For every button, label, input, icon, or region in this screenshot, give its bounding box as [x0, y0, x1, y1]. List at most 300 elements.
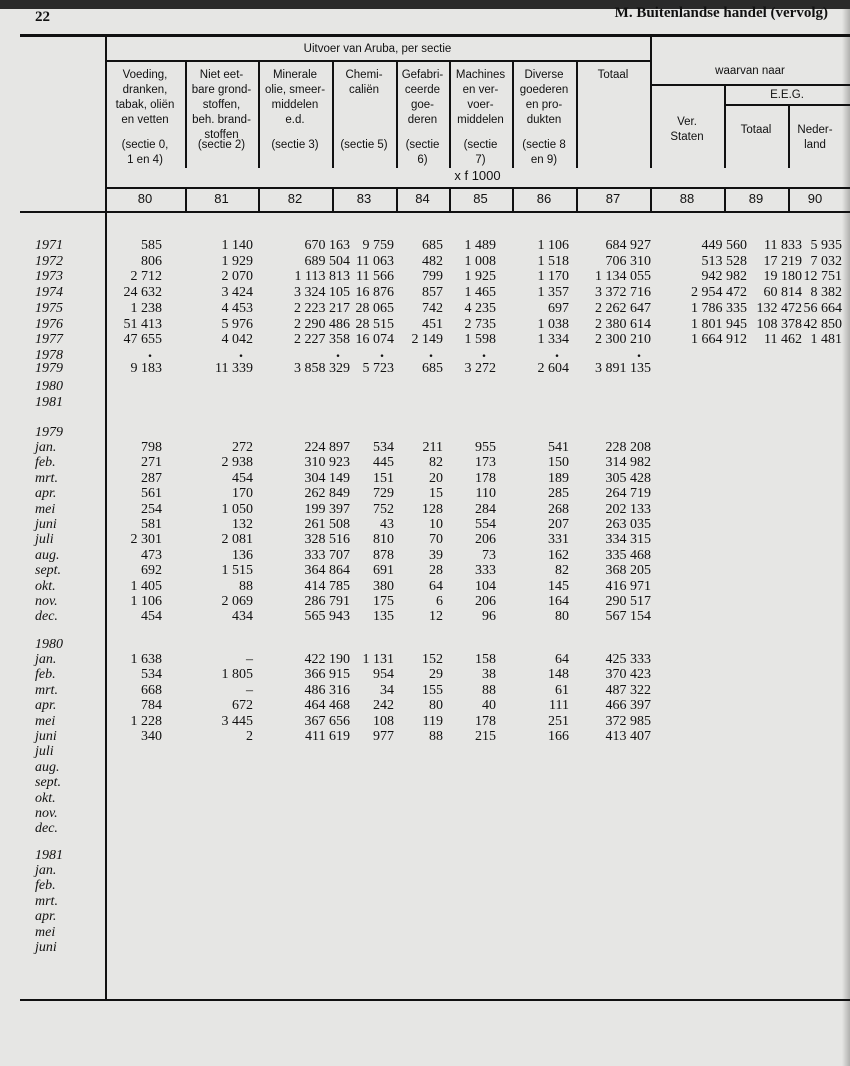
cell-value: 80 — [429, 698, 443, 714]
cell-value: 9 183 — [130, 360, 162, 376]
cell-value: 4 235 — [464, 300, 496, 316]
column-header-label: Neder- land — [797, 124, 833, 151]
row-label: mrt. — [35, 682, 58, 698]
cell-value: 742 — [422, 300, 443, 316]
cell-value: 729 — [373, 486, 394, 502]
cell-value: 110 — [475, 486, 496, 502]
cell-value: 202 133 — [605, 501, 651, 517]
cell-value: 1 106 — [130, 594, 162, 609]
cell-value: 1 170 — [537, 269, 569, 285]
row-label: 1977 — [35, 332, 63, 348]
cell-value: 28 — [429, 563, 443, 579]
cell-value: 422 190 — [304, 652, 350, 667]
column-header-label: Voeding, dranken, tabak, oliën en vetten — [115, 69, 175, 126]
cell-value: 454 — [141, 609, 162, 625]
column-code: 82 — [287, 191, 303, 206]
row-label: 1975 — [35, 300, 63, 316]
row-label: 1979 — [35, 360, 63, 376]
cell-value: 2 223 217 — [294, 300, 350, 316]
column-header-label: Ver. Staten — [670, 116, 704, 143]
cell-value: 9 759 — [362, 238, 394, 253]
cell-value: 1 805 — [221, 667, 253, 683]
row-label: jan. — [35, 440, 57, 455]
cell-value: 1 050 — [221, 501, 253, 517]
cell-value: 380 — [373, 578, 394, 594]
cell-value: 285 — [548, 486, 569, 502]
cell-value: 2 300 210 — [595, 332, 651, 348]
column-header-label: Machines en ver- voer- middelen — [455, 69, 506, 126]
cell-value: 2 227 358 — [294, 332, 350, 348]
cell-value: 366 915 — [304, 667, 350, 683]
cell-value: 251 — [548, 713, 569, 729]
cell-value: 454 — [232, 470, 253, 486]
cell-value: 534 — [141, 667, 162, 683]
eeg-rule — [724, 104, 850, 106]
cell-value: 148 — [548, 667, 569, 683]
row-label: mei — [35, 713, 56, 729]
cell-value: 1 134 055 — [595, 269, 651, 285]
row-label: apr. — [35, 486, 57, 502]
column-header-label: Minerale olie, smeer- middelen e.d. — [264, 69, 326, 126]
cell-value: 82 — [429, 455, 443, 471]
cell-value: 3 891 135 — [595, 360, 651, 376]
cell-value: 799 — [422, 269, 443, 285]
cell-value: 173 — [475, 455, 496, 471]
cell-value: 1 929 — [221, 253, 253, 269]
cell-value: 1 334 — [537, 332, 569, 348]
cell-value: 857 — [422, 285, 443, 301]
cell-value: 15 — [429, 486, 443, 502]
cell-value: 333 — [475, 563, 496, 579]
cell-value: 585 — [141, 238, 162, 253]
row-label: mrt. — [35, 893, 58, 909]
title-rule — [105, 60, 650, 62]
cell-value: 434 — [232, 609, 253, 625]
cell-value: 166 — [548, 729, 569, 744]
cell-value: 697 — [548, 300, 569, 316]
cell-value: 1 140 — [221, 238, 253, 253]
column-header-label: Chemi- caliën — [345, 69, 383, 96]
not-available-dot: . — [482, 343, 486, 361]
cell-value: 333 707 — [304, 547, 350, 563]
cell-value: 284 — [475, 501, 496, 517]
row-label: 1981 — [35, 395, 63, 410]
cell-value: 567 154 — [605, 609, 651, 625]
cell-value: 335 468 — [605, 547, 651, 563]
cell-value: 1 925 — [464, 269, 496, 285]
row-label: apr. — [35, 698, 57, 714]
cell-value: 692 — [141, 563, 162, 579]
cell-value: 34 — [380, 682, 394, 698]
cell-value: 466 397 — [605, 698, 651, 714]
column-code: 81 — [214, 191, 229, 206]
row-label: 1974 — [35, 285, 63, 301]
cell-value: 5 976 — [221, 316, 253, 332]
cell-value: 189 — [548, 470, 569, 486]
cell-value: 128 — [422, 501, 443, 517]
cell-value: 1 405 — [130, 578, 162, 594]
year-heading: 1979 — [35, 425, 63, 440]
column-code: 88 — [679, 191, 695, 206]
cell-value: 10 — [429, 517, 443, 532]
cell-value: 271 — [141, 455, 162, 471]
cell-value: 5 935 — [810, 238, 842, 253]
cell-value: 206 — [475, 532, 496, 548]
cell-value: 1 515 — [221, 563, 253, 579]
cell-value: 119 — [422, 713, 443, 729]
column-code: 84 — [415, 191, 430, 206]
cell-value: – — [246, 682, 253, 698]
cell-value: 108 — [373, 713, 394, 729]
row-label: juli — [35, 532, 54, 548]
column-header-sectie: (sectie 8 en 9) — [522, 139, 566, 166]
cell-value: 132 — [232, 517, 253, 532]
row-label: okt. — [35, 790, 56, 806]
cell-value: 268 — [548, 501, 569, 517]
cell-value: 40 — [482, 698, 496, 714]
cell-value: 11 063 — [356, 253, 394, 269]
cell-value: 152 — [422, 652, 443, 667]
cell-value: 486 316 — [304, 682, 350, 698]
column-header-sectie: (sectie 0, 1 en 4) — [121, 139, 169, 166]
not-available-dot: . — [637, 343, 641, 361]
cell-value: 11 566 — [356, 269, 394, 285]
cell-value: 364 864 — [304, 563, 350, 579]
cell-value: 370 423 — [605, 667, 651, 683]
cell-value: 170 — [232, 486, 253, 502]
cell-value: 1 131 — [362, 652, 394, 667]
cell-value: 3 445 — [221, 713, 253, 729]
cell-value: 12 — [429, 609, 443, 625]
cell-value: 151 — [373, 470, 394, 486]
row-label: aug. — [35, 547, 60, 563]
column-header-label: Gefabri- ceerde goe- deren — [401, 69, 444, 126]
table-bottom-rule — [20, 999, 850, 1001]
cell-value: 445 — [373, 455, 394, 471]
cell-value: 684 927 — [605, 238, 651, 253]
cell-value: 20 — [429, 470, 443, 486]
cell-value: 38 — [482, 667, 496, 683]
row-label: dec. — [35, 821, 58, 837]
cell-value: 2 — [246, 729, 253, 744]
cell-value: 178 — [475, 470, 496, 486]
row-label: nov. — [35, 594, 58, 609]
cell-value: 2 301 — [130, 532, 162, 548]
cell-value: 3 424 — [221, 285, 253, 301]
row-label: 1978 — [35, 347, 63, 363]
cell-value: 1 008 — [464, 253, 496, 269]
cell-value: 304 149 — [304, 470, 350, 486]
cell-value: 7 032 — [810, 253, 842, 269]
cell-value: 264 719 — [605, 486, 651, 502]
cell-value: 162 — [548, 547, 569, 563]
cell-value: 955 — [475, 440, 496, 455]
cell-value: 1 465 — [464, 285, 496, 301]
cell-value: 5 723 — [362, 360, 394, 376]
row-label: jan. — [35, 652, 57, 667]
cell-value: 565 943 — [304, 609, 350, 625]
cell-value: 150 — [548, 455, 569, 471]
cell-value: 752 — [373, 501, 394, 517]
code-bottom-rule — [20, 211, 850, 213]
cell-value: 263 035 — [605, 517, 651, 532]
cell-value: 70 — [429, 532, 443, 548]
cell-value: 367 656 — [304, 713, 350, 729]
cell-value: 878 — [373, 547, 394, 563]
cell-value: 2 380 614 — [595, 316, 651, 332]
cell-value: 425 333 — [605, 652, 651, 667]
cell-value: 1 664 912 — [691, 332, 747, 348]
table-title: Uitvoer van Aruba, per sectie — [303, 43, 452, 55]
cell-value: 368 205 — [605, 563, 651, 579]
cell-value: 43 — [380, 517, 394, 532]
cell-value: 414 785 — [304, 578, 350, 594]
cell-value: 8 382 — [810, 285, 842, 301]
column-code: 90 — [807, 191, 823, 206]
running-head: M. Buitenlandse handel (vervolg) — [614, 5, 828, 21]
cell-value: 706 310 — [605, 253, 651, 269]
cell-value: 6 — [436, 594, 443, 609]
cell-value: 287 — [141, 470, 162, 486]
not-available-dot: . — [148, 343, 152, 361]
row-label: feb. — [35, 878, 56, 894]
row-label: 1973 — [35, 269, 63, 285]
cell-value: 262 849 — [304, 486, 350, 502]
cell-value: 51 413 — [123, 316, 162, 332]
cell-value: 4 453 — [221, 300, 253, 316]
cell-value: 413 407 — [605, 729, 651, 744]
cell-value: 64 — [555, 652, 569, 667]
cell-value: 80 — [555, 609, 569, 625]
cell-value: 340 — [141, 729, 162, 744]
cell-value: 1 638 — [130, 652, 162, 667]
column-rule — [650, 35, 652, 168]
cell-value: 3 272 — [464, 360, 496, 376]
cell-value: 135 — [373, 609, 394, 625]
cell-value: 473 — [141, 547, 162, 563]
cell-value: 145 — [548, 578, 569, 594]
cell-value: 672 — [232, 698, 253, 714]
row-label: feb. — [35, 455, 56, 471]
cell-value: 334 315 — [605, 532, 651, 548]
cell-value: 1 786 335 — [691, 300, 747, 316]
cell-value: 178 — [475, 713, 496, 729]
row-label: mei — [35, 924, 56, 940]
column-code: 87 — [605, 191, 621, 206]
row-label: okt. — [35, 578, 56, 594]
cell-value: 487 322 — [605, 682, 651, 698]
row-label: aug. — [35, 759, 60, 775]
not-available-dot: . — [336, 343, 340, 361]
column-header-sectie: (sectie 7) — [463, 139, 498, 166]
cell-value: 88 — [429, 729, 443, 744]
cell-value: 47 655 — [123, 332, 162, 348]
cell-value: 272 — [232, 440, 253, 455]
cell-value: 806 — [141, 253, 162, 269]
cell-value: 158 — [475, 652, 496, 667]
cell-value: 3 324 105 — [294, 285, 350, 301]
column-code: 80 — [137, 191, 153, 206]
row-label: juli — [35, 744, 54, 760]
cell-value: 1 598 — [464, 332, 496, 348]
cell-value: 1 357 — [537, 285, 569, 301]
column-header-sectie: (sectie 5) — [340, 139, 388, 151]
column-header-sectie: (sectie 3) — [271, 139, 319, 151]
table-top-rule — [20, 34, 850, 37]
cell-value: 2 735 — [464, 316, 496, 332]
cell-value: 513 528 — [701, 253, 747, 269]
cell-value: 449 560 — [701, 238, 747, 253]
cell-value: 207 — [548, 517, 569, 532]
cell-value: 2 081 — [221, 532, 253, 548]
cell-value: 16 074 — [355, 332, 394, 348]
cell-value: 19 180 — [763, 269, 802, 285]
row-label: 1976 — [35, 316, 63, 332]
cell-value: 554 — [475, 517, 496, 532]
cell-value: 1 113 813 — [294, 269, 350, 285]
cell-value: 668 — [141, 682, 162, 698]
cell-value: 2 070 — [221, 269, 253, 285]
row-label: sept. — [35, 563, 62, 579]
cell-value: 64 — [429, 578, 443, 594]
cell-value: 2 712 — [130, 269, 162, 285]
cell-value: 111 — [549, 698, 569, 714]
waarvan-rule — [650, 84, 850, 86]
cell-value: 242 — [373, 698, 394, 714]
cell-value: 39 — [429, 547, 443, 563]
row-label: juni — [35, 729, 57, 744]
cell-value: 1 228 — [130, 713, 162, 729]
unit-label: x f 1000 — [454, 168, 501, 183]
row-label: nov. — [35, 806, 58, 821]
cell-value: 28 065 — [355, 300, 394, 316]
row-label: 1980 — [35, 379, 63, 395]
cell-value: 16 876 — [355, 285, 394, 301]
not-available-dot: . — [380, 343, 384, 361]
waarvan-naar-label: waarvan naar — [715, 65, 785, 77]
cell-value: 261 508 — [304, 517, 350, 532]
cell-value: 11 833 — [764, 238, 802, 253]
row-label: juni — [35, 517, 57, 532]
cell-value: 1 106 — [537, 238, 569, 253]
cell-value: 1 801 945 — [691, 316, 747, 332]
cell-value: 810 — [373, 532, 394, 548]
cell-value: 61 — [555, 682, 569, 698]
column-code: 83 — [356, 191, 372, 206]
cell-value: 132 472 — [756, 300, 802, 316]
page-number: 22 — [35, 9, 50, 25]
cell-value: 42 850 — [803, 316, 842, 332]
eeg-label: E.E.G. — [770, 89, 804, 101]
cell-value: 942 982 — [701, 269, 747, 285]
cell-value: 685 — [422, 238, 443, 253]
cell-value: 685 — [422, 360, 443, 376]
cell-value: 28 515 — [355, 316, 394, 332]
cell-value: 534 — [373, 440, 394, 455]
column-code: 85 — [473, 191, 488, 206]
row-label: apr. — [35, 909, 57, 925]
cell-value: 11 462 — [764, 332, 802, 348]
cell-value: 464 468 — [304, 698, 350, 714]
column-code: 86 — [536, 191, 552, 206]
column-header-sectie: (sectie 6) — [405, 139, 440, 166]
cell-value: 3 372 716 — [595, 285, 651, 301]
row-label: mrt. — [35, 470, 58, 486]
cell-value: 24 632 — [123, 285, 162, 301]
cell-value: 82 — [555, 563, 569, 579]
cell-value: 175 — [373, 594, 394, 609]
column-header-label: Totaal — [740, 124, 772, 136]
cell-value: 11 339 — [215, 360, 253, 376]
cell-value: 164 — [548, 594, 569, 609]
row-label: 1972 — [35, 253, 63, 269]
not-available-dot: . — [555, 343, 559, 361]
column-header-sectie: (sectie 2) — [197, 139, 246, 151]
cell-value: 784 — [141, 698, 162, 714]
cell-value: 2 290 486 — [294, 316, 350, 332]
column-header-label: Niet eet- bare grond- stoffen, beh. brand- stoffen — [191, 69, 252, 141]
cell-value: 541 — [548, 440, 569, 455]
cell-value: 310 923 — [304, 455, 350, 471]
year-heading: 1981 — [35, 848, 63, 863]
cell-value: 224 897 — [304, 440, 350, 455]
cell-value: 689 504 — [304, 253, 350, 269]
row-label: 1971 — [35, 238, 63, 253]
row-label: jan. — [35, 863, 57, 878]
row-label: sept. — [35, 775, 62, 791]
column-header-label: Diverse goederen en pro- dukten — [519, 69, 569, 126]
cell-value: – — [246, 652, 253, 667]
cell-value: 56 664 — [803, 300, 842, 316]
cell-value: 155 — [422, 682, 443, 698]
cell-value: 60 814 — [763, 285, 802, 301]
cell-value: 215 — [475, 729, 496, 744]
year-heading: 1980 — [35, 637, 63, 652]
cell-value: 314 982 — [605, 455, 651, 471]
cell-value: 2 149 — [411, 332, 443, 348]
cell-value: 416 971 — [605, 578, 651, 594]
cell-value: 211 — [422, 440, 443, 455]
cell-value: 286 791 — [304, 594, 350, 609]
cell-value: 482 — [422, 253, 443, 269]
cell-value: 372 985 — [605, 713, 651, 729]
cell-value: 305 428 — [605, 470, 651, 486]
cell-value: 1 518 — [537, 253, 569, 269]
cell-value: 3 858 329 — [294, 360, 350, 376]
row-label: juni — [35, 940, 57, 955]
not-available-dot: . — [429, 343, 433, 361]
cell-value: 108 378 — [756, 316, 802, 332]
cell-value: 1 489 — [464, 238, 496, 253]
not-available-dot: . — [239, 343, 243, 361]
cell-value: 2 938 — [221, 455, 253, 471]
column-header-label: Totaal — [597, 69, 629, 81]
cell-value: 12 751 — [803, 269, 842, 285]
cell-value: 1 038 — [537, 316, 569, 332]
cell-value: 2 604 — [537, 360, 569, 376]
cell-value: 328 516 — [304, 532, 350, 548]
cell-value: 199 397 — [304, 501, 350, 517]
cell-value: 1 481 — [810, 332, 842, 348]
cell-value: 411 619 — [305, 729, 350, 744]
cell-value: 73 — [482, 547, 496, 563]
cell-value: 954 — [373, 667, 394, 683]
cell-value: 451 — [422, 316, 443, 332]
cell-value: 331 — [548, 532, 569, 548]
cell-value: 228 208 — [605, 440, 651, 455]
row-label: dec. — [35, 609, 58, 625]
cell-value: 581 — [141, 517, 162, 532]
